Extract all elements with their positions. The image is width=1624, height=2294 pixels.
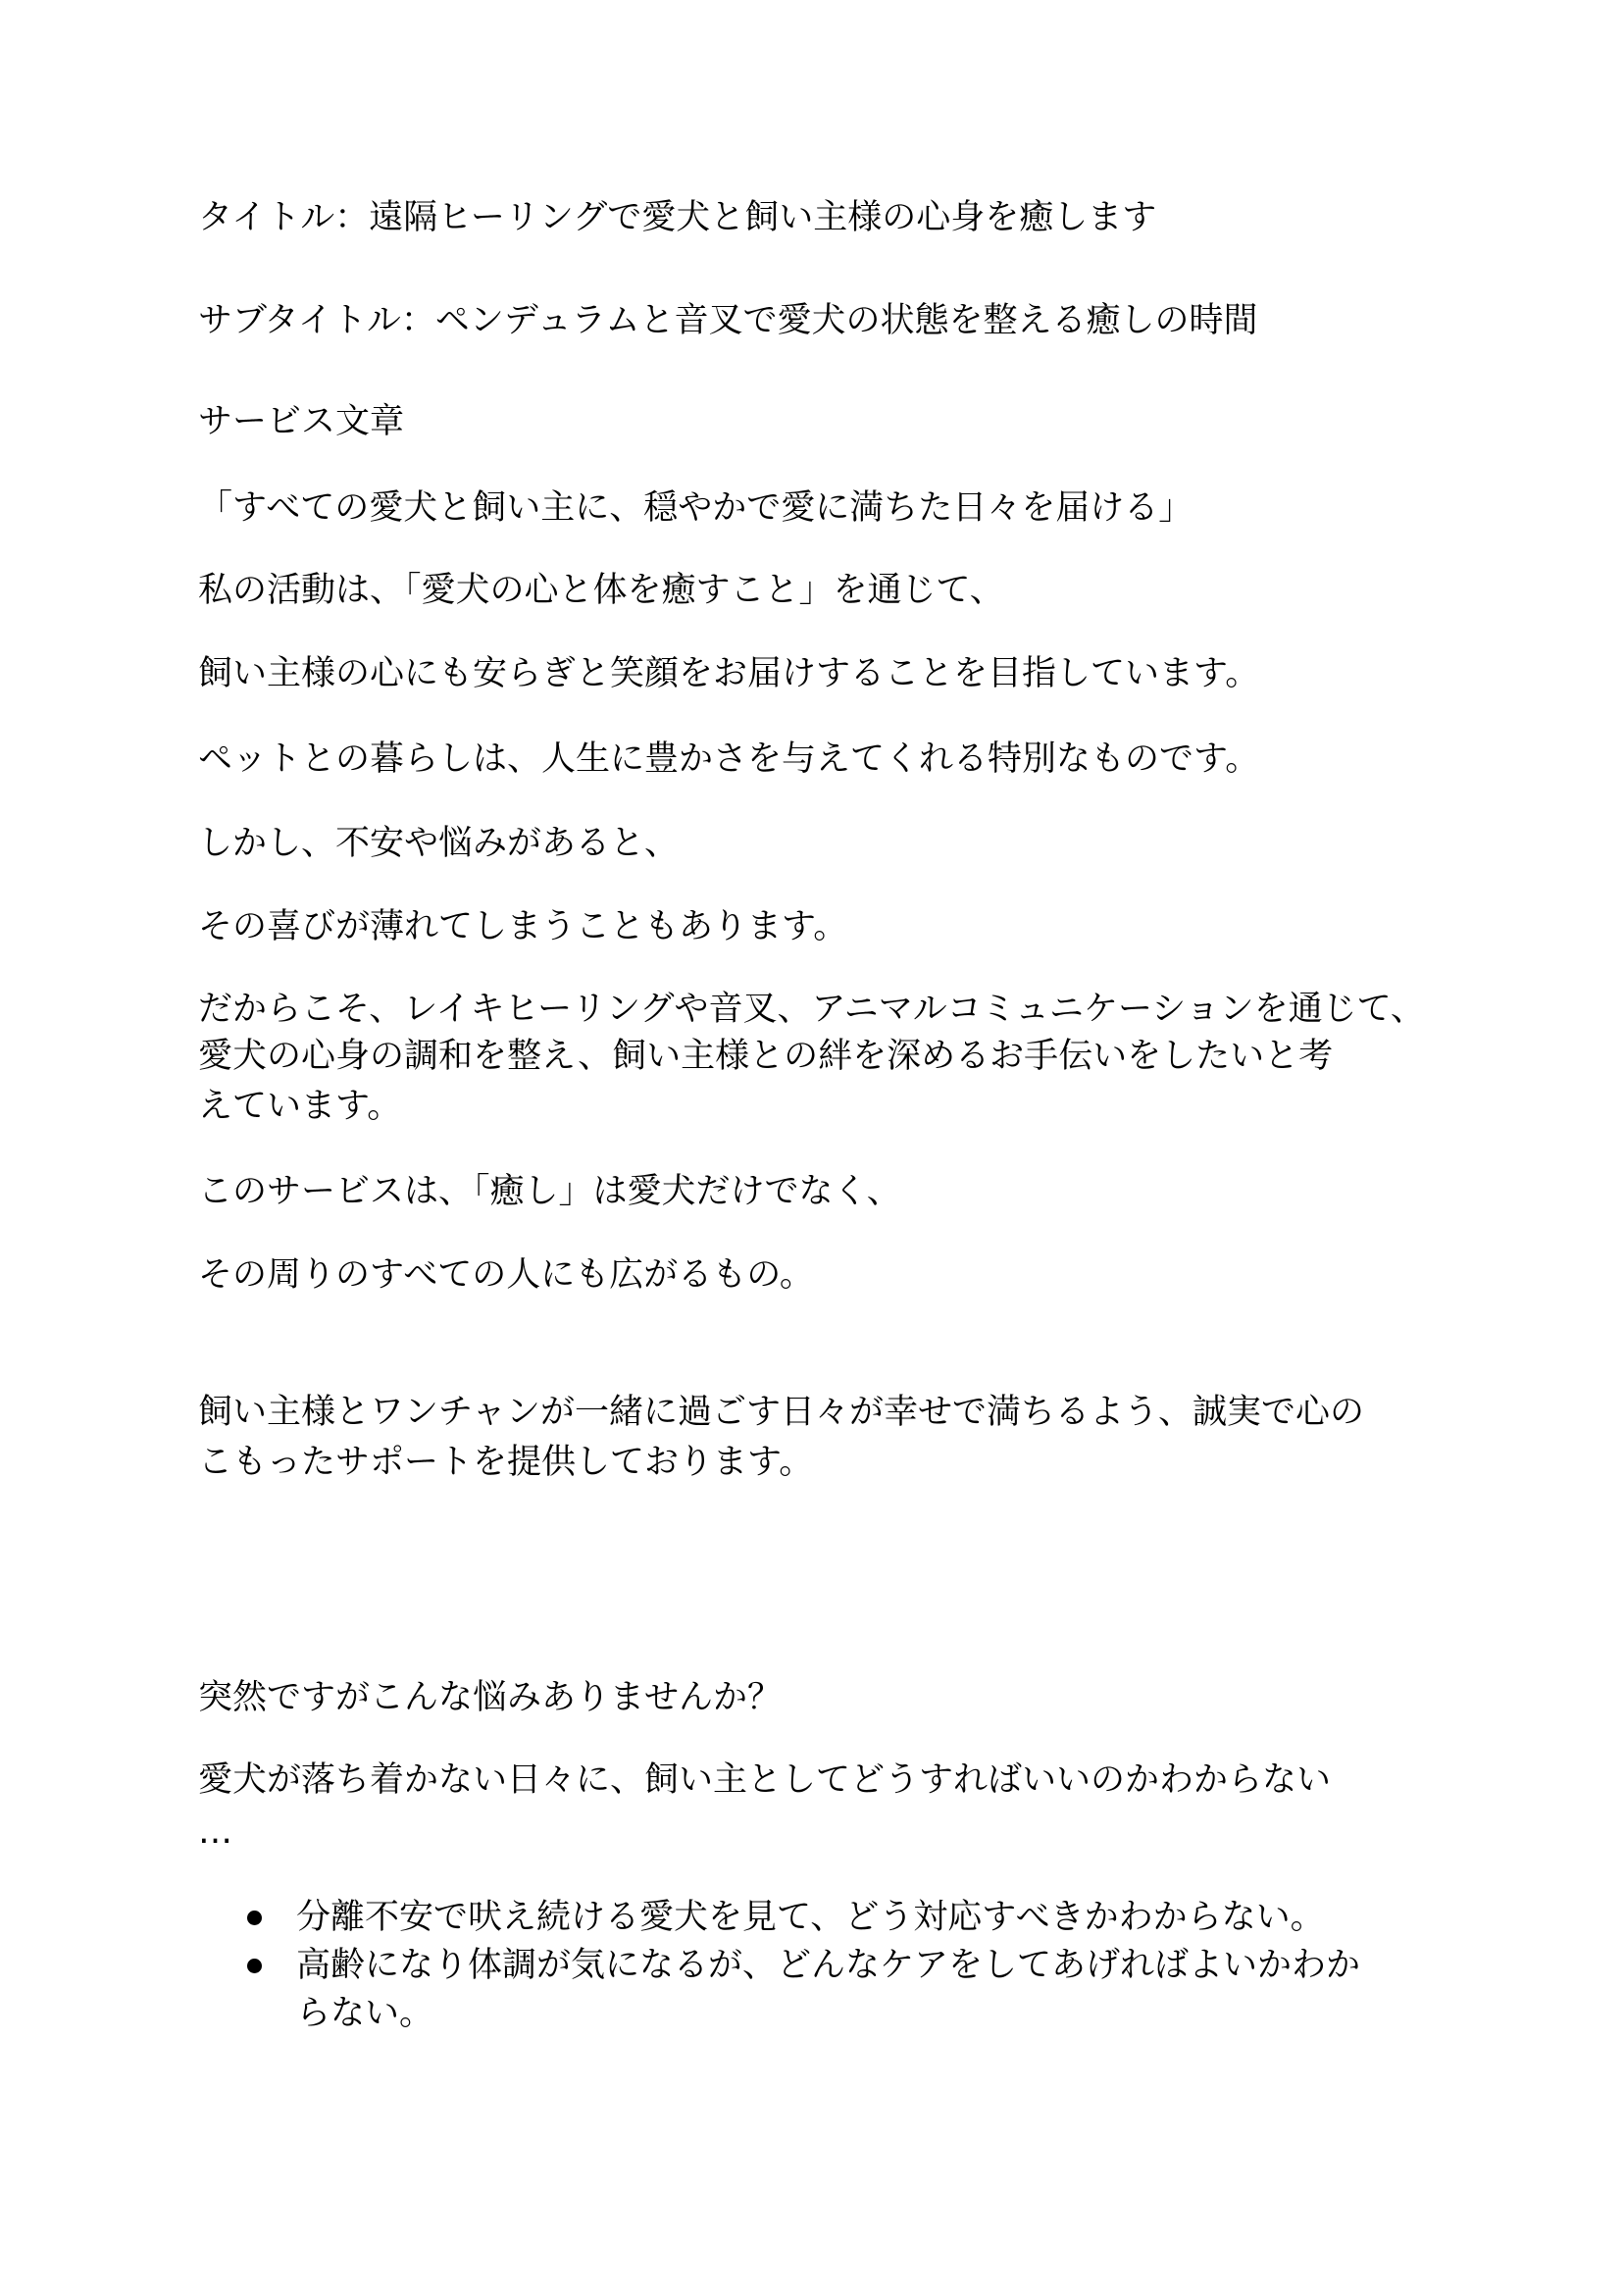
- paragraph-line: ペットとの暮らしは、人生に豊かさを与えてくれる特別なものです。: [198, 739, 1260, 779]
- document-subtitle: サブタイトル：ペンデュラムと音叉で愛犬の状態を整える癒しの時間: [198, 301, 1258, 340]
- bullet-item: 高齢になり体調が気になるが、どんなケアをしてあげればよいかわか: [296, 1946, 1361, 1985]
- paragraph-line: このサービスは、「癒し」は愛犬だけでなく、: [198, 1172, 901, 1211]
- document-title: タイトル：遠隔ヒーリングで愛犬と飼い主様の心身を癒します: [198, 198, 1157, 237]
- paragraph-line: 私の活動は、「愛犬の心と体を癒すこと」を通じて、: [198, 571, 1004, 610]
- paragraph-line: その喜びが薄れてしまうこともあります。: [198, 907, 848, 946]
- bullet-icon: [247, 1911, 262, 1925]
- bullet-item-continuation: らない。: [296, 1994, 434, 2033]
- problems-intro: 愛犬が落ち着かない日々に、飼い主としてどうすればいいのかわからない: [198, 1760, 1332, 1800]
- bullet-icon: [247, 1959, 262, 1973]
- paragraph-line: その周りのすべての人にも広がるもの。: [198, 1255, 814, 1295]
- problems-ellipsis: …: [198, 1812, 232, 1852]
- paragraph-line: えています。: [198, 1087, 402, 1126]
- section-heading: サービス文章: [198, 402, 405, 441]
- bullet-item: 分離不安で吠え続ける愛犬を見て、どう対応すべきかわからない。: [296, 1898, 1325, 1937]
- paragraph-line: 飼い主様とワンチャンが一緒に過ごす日々が幸せで満ちるよう、誠実で心の: [198, 1393, 1364, 1432]
- problems-heading: 突然ですがこんな悩みありませんか？: [198, 1678, 783, 1717]
- paragraph-line: 愛犬の心身の調和を整え、飼い主様との絆を深めるお手伝いをしたいと考: [198, 1037, 1334, 1076]
- paragraph-line: しかし、不安や悩みがあると、: [198, 824, 680, 863]
- paragraph-line: だからこそ、レイキヒーリングや音叉、アニマルコミュニケーションを通じて、: [198, 990, 1425, 1029]
- paragraph-line: 飼い主様の心にも安らぎと笑顔をお届けすることを目指しています。: [198, 654, 1260, 693]
- paragraph-line: 「すべての愛犬と飼い主に、穏やかで愛に満ちた日々を届ける」: [198, 488, 1193, 528]
- paragraph-line: こもったサポートを提供しております。: [198, 1443, 814, 1482]
